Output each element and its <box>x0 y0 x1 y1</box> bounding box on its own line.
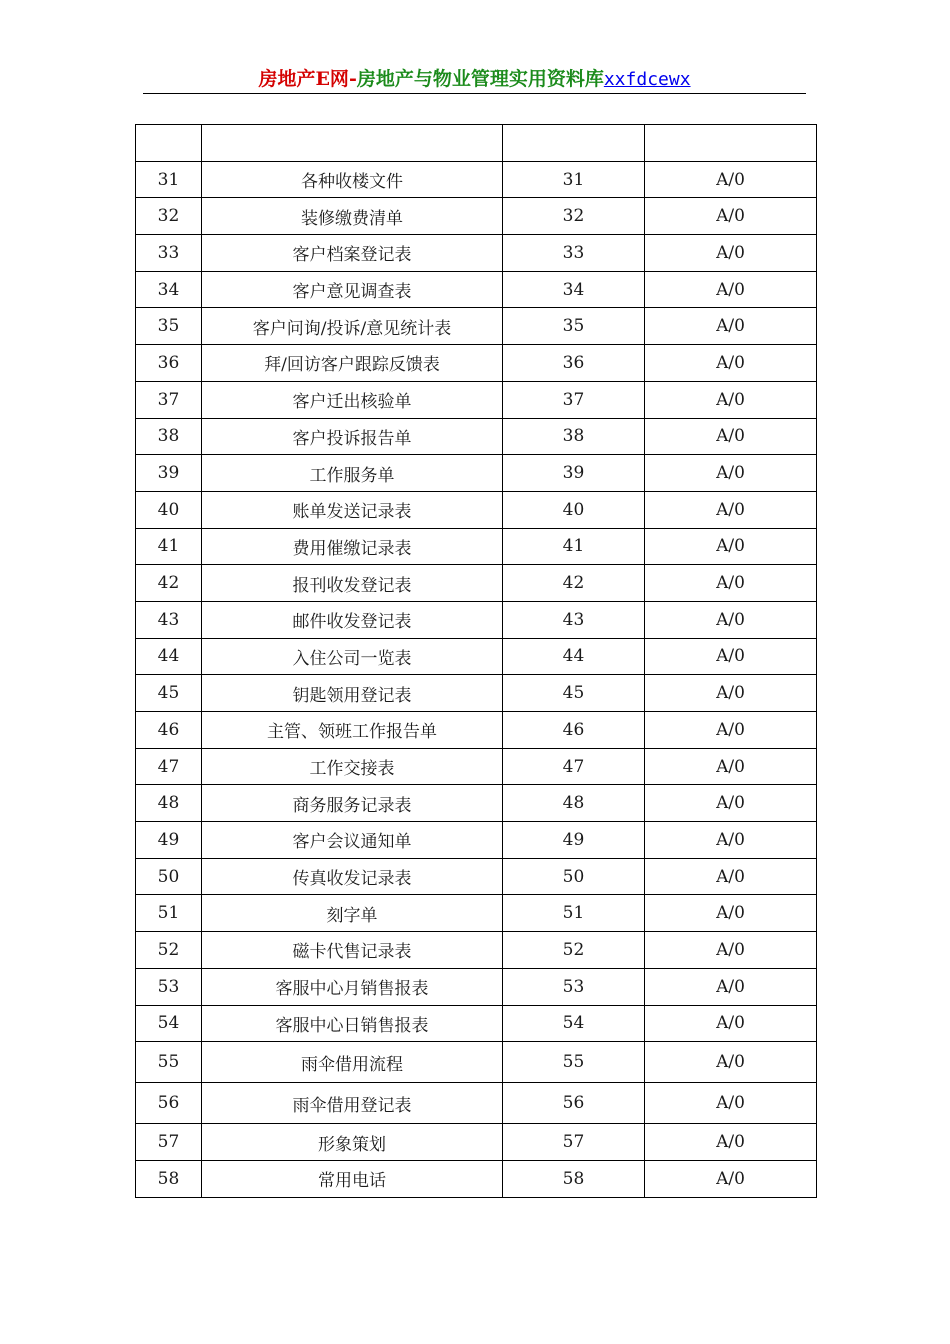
header-site-name: 房地产E网 <box>258 68 349 90</box>
cell-version: A/0 <box>645 675 817 712</box>
cell-code: 45 <box>503 675 645 712</box>
cell-document-name: 工作交接表 <box>202 748 503 785</box>
cell-number: 49 <box>136 822 202 859</box>
table-row <box>136 1042 817 1083</box>
cell-version: A/0 <box>645 712 817 749</box>
table-row <box>136 528 817 565</box>
cell-document-name: 客户问询/投诉/意见统计表 <box>202 308 503 345</box>
cell-document-name: 装修缴费清单 <box>202 198 503 235</box>
cell-document-name: 客户迁出核验单 <box>202 381 503 418</box>
table-row <box>136 895 817 932</box>
cell-number: 58 <box>136 1160 202 1197</box>
cell-version: A/0 <box>645 381 817 418</box>
cell-document-name: 刻字单 <box>202 895 503 932</box>
cell-number: 34 <box>136 271 202 308</box>
cell-version: A/0 <box>645 161 817 198</box>
table-row <box>136 565 817 602</box>
cell-version: A/0 <box>645 785 817 822</box>
cell-number: 38 <box>136 418 202 455</box>
table-row <box>136 198 817 235</box>
table-row <box>136 932 817 969</box>
cell-document-name: 客服中心月销售报表 <box>202 968 503 1005</box>
cell-number: 39 <box>136 455 202 492</box>
cell-number: 46 <box>136 712 202 749</box>
cell-number <box>136 125 202 162</box>
cell-document-name: 雨伞借用流程 <box>202 1042 503 1083</box>
table-row <box>136 822 817 859</box>
cell-number: 54 <box>136 1005 202 1042</box>
table-row <box>136 125 817 162</box>
table-row <box>136 491 817 528</box>
cell-code: 53 <box>503 968 645 1005</box>
cell-code: 39 <box>503 455 645 492</box>
cell-code: 36 <box>503 345 645 382</box>
cell-code: 54 <box>503 1005 645 1042</box>
cell-document-name: 传真收发记录表 <box>202 858 503 895</box>
cell-document-name: 各种收楼文件 <box>202 161 503 198</box>
table-row <box>136 1083 817 1124</box>
cell-version: A/0 <box>645 932 817 969</box>
cell-document-name <box>202 125 503 162</box>
cell-document-name: 报刊收发登记表 <box>202 565 503 602</box>
cell-number: 51 <box>136 895 202 932</box>
table-row <box>136 161 817 198</box>
cell-code: 31 <box>503 161 645 198</box>
cell-code: 43 <box>503 601 645 638</box>
cell-code: 33 <box>503 235 645 272</box>
cell-number: 42 <box>136 565 202 602</box>
cell-version <box>645 125 817 162</box>
cell-version: A/0 <box>645 822 817 859</box>
cell-version: A/0 <box>645 1083 817 1124</box>
cell-code: 48 <box>503 785 645 822</box>
cell-code: 37 <box>503 381 645 418</box>
header-subtitle: 房地产与物业管理实用资料库 <box>356 68 604 90</box>
cell-code: 34 <box>503 271 645 308</box>
table-row <box>136 345 817 382</box>
document-table <box>135 124 817 1198</box>
cell-version: A/0 <box>645 1042 817 1083</box>
cell-code: 50 <box>503 858 645 895</box>
table-row <box>136 308 817 345</box>
cell-number: 37 <box>136 381 202 418</box>
cell-code: 44 <box>503 638 645 675</box>
cell-document-name: 形象策划 <box>202 1124 503 1161</box>
cell-version: A/0 <box>645 418 817 455</box>
cell-document-name: 客户投诉报告单 <box>202 418 503 455</box>
table-row <box>136 455 817 492</box>
table-row <box>136 675 817 712</box>
header-separator: - <box>348 68 357 90</box>
cell-document-name: 客户意见调查表 <box>202 271 503 308</box>
cell-number: 44 <box>136 638 202 675</box>
cell-number: 56 <box>136 1083 202 1124</box>
cell-document-name: 雨伞借用登记表 <box>202 1083 503 1124</box>
table-row <box>136 418 817 455</box>
cell-code: 58 <box>503 1160 645 1197</box>
cell-document-name: 客户档案登记表 <box>202 235 503 272</box>
cell-number: 50 <box>136 858 202 895</box>
cell-document-name: 账单发送记录表 <box>202 491 503 528</box>
cell-number: 41 <box>136 528 202 565</box>
cell-code: 51 <box>503 895 645 932</box>
cell-code: 35 <box>503 308 645 345</box>
cell-code: 56 <box>503 1083 645 1124</box>
table-row <box>136 1160 817 1197</box>
cell-number: 57 <box>136 1124 202 1161</box>
cell-document-name: 工作服务单 <box>202 455 503 492</box>
table-row <box>136 601 817 638</box>
cell-number: 53 <box>136 968 202 1005</box>
cell-version: A/0 <box>645 748 817 785</box>
cell-number: 52 <box>136 932 202 969</box>
table-row <box>136 748 817 785</box>
cell-number: 36 <box>136 345 202 382</box>
cell-document-name: 钥匙领用登记表 <box>202 675 503 712</box>
cell-document-name: 客户会议通知单 <box>202 822 503 859</box>
table-row <box>136 638 817 675</box>
cell-version: A/0 <box>645 528 817 565</box>
cell-version: A/0 <box>645 601 817 638</box>
cell-code: 41 <box>503 528 645 565</box>
cell-version: A/0 <box>645 308 817 345</box>
cell-document-name: 入住公司一览表 <box>202 638 503 675</box>
cell-document-name: 常用电话 <box>202 1160 503 1197</box>
cell-version: A/0 <box>645 235 817 272</box>
cell-version: A/0 <box>645 1124 817 1161</box>
cell-code: 57 <box>503 1124 645 1161</box>
cell-number: 45 <box>136 675 202 712</box>
table-row <box>136 235 817 272</box>
header-link[interactable]: xxfdcewx <box>603 69 691 90</box>
cell-version: A/0 <box>645 1005 817 1042</box>
table-row <box>136 785 817 822</box>
cell-document-name: 拜/回访客户跟踪反馈表 <box>202 345 503 382</box>
table-row <box>136 712 817 749</box>
cell-document-name: 邮件收发登记表 <box>202 601 503 638</box>
table-body <box>136 125 817 1198</box>
cell-version: A/0 <box>645 491 817 528</box>
cell-version: A/0 <box>645 271 817 308</box>
cell-code: 49 <box>503 822 645 859</box>
table-row <box>136 968 817 1005</box>
cell-version: A/0 <box>645 638 817 675</box>
table-row <box>136 1005 817 1042</box>
cell-version: A/0 <box>645 455 817 492</box>
cell-document-name: 商务服务记录表 <box>202 785 503 822</box>
cell-code: 46 <box>503 712 645 749</box>
table-row <box>136 381 817 418</box>
cell-number: 32 <box>136 198 202 235</box>
cell-code: 40 <box>503 491 645 528</box>
page-header <box>143 66 806 94</box>
cell-document-name: 费用催缴记录表 <box>202 528 503 565</box>
cell-code: 42 <box>503 565 645 602</box>
cell-version: A/0 <box>645 345 817 382</box>
cell-version: A/0 <box>645 565 817 602</box>
cell-number: 43 <box>136 601 202 638</box>
cell-code: 52 <box>503 932 645 969</box>
table-row <box>136 858 817 895</box>
cell-version: A/0 <box>645 968 817 1005</box>
cell-version: A/0 <box>645 198 817 235</box>
cell-number: 31 <box>136 161 202 198</box>
cell-number: 40 <box>136 491 202 528</box>
cell-number: 35 <box>136 308 202 345</box>
cell-code: 38 <box>503 418 645 455</box>
cell-document-name: 磁卡代售记录表 <box>202 932 503 969</box>
cell-code: 47 <box>503 748 645 785</box>
cell-document-name: 主管、领班工作报告单 <box>202 712 503 749</box>
cell-code <box>503 125 645 162</box>
cell-number: 33 <box>136 235 202 272</box>
cell-version: A/0 <box>645 1160 817 1197</box>
cell-version: A/0 <box>645 895 817 932</box>
cell-version: A/0 <box>645 858 817 895</box>
cell-code: 32 <box>503 198 645 235</box>
cell-code: 55 <box>503 1042 645 1083</box>
cell-number: 47 <box>136 748 202 785</box>
table-row <box>136 1124 817 1161</box>
cell-number: 48 <box>136 785 202 822</box>
cell-document-name: 客服中心日销售报表 <box>202 1005 503 1042</box>
table-row <box>136 271 817 308</box>
cell-number: 55 <box>136 1042 202 1083</box>
